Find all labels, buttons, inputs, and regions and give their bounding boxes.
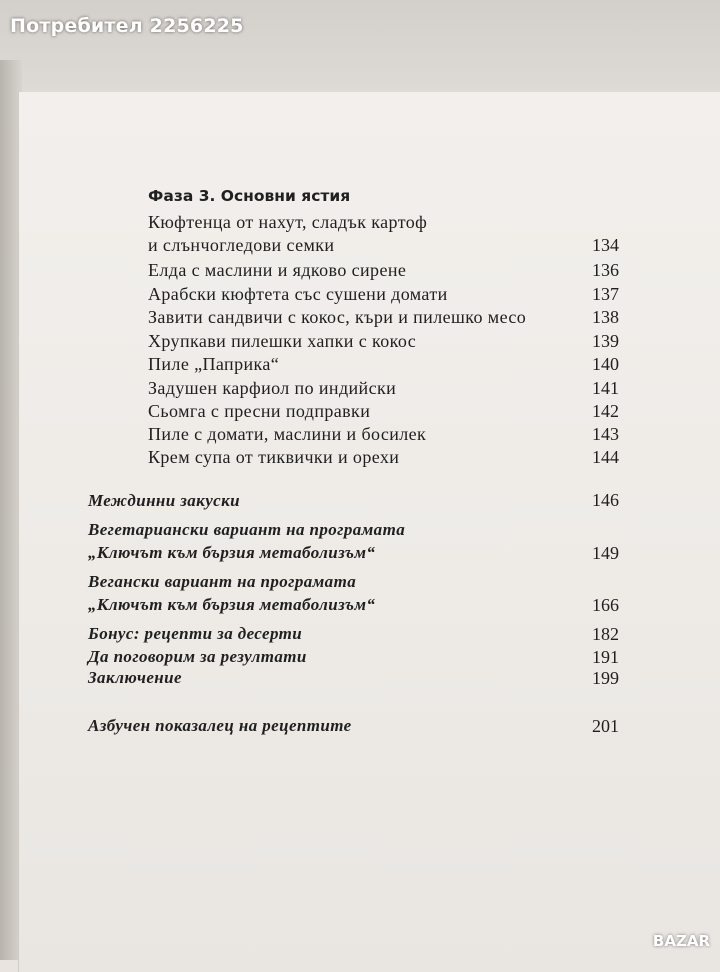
page-number: 182 [592, 624, 619, 644]
page-number: 146 [592, 490, 619, 510]
section-title: „Ключът към бързия метаболизъм“ [88, 595, 376, 614]
section-title: Бонус: рецепти за десерти [88, 624, 303, 643]
page-number: 141 [592, 378, 619, 398]
page-number: 138 [592, 307, 619, 327]
page-number: 136 [592, 260, 619, 280]
recipe-title: Елда с маслини и ядково сирене [148, 260, 407, 280]
recipe-title: Крем супа от тиквички и орехи [148, 447, 400, 467]
recipe-title: Задушен карфиол по индийски [148, 378, 397, 398]
recipe-title: Завити сандвичи с кокос, къри и пилешко месо [148, 307, 527, 327]
page-number: 137 [592, 284, 619, 304]
recipe-title: Пиле „Паприка“ [148, 354, 280, 374]
recipe-title: Кюфтенца от нахут, сладък картоф [148, 212, 428, 232]
page-number: 140 [592, 354, 619, 374]
section-title: Азбучен показалец на рецептите [88, 716, 352, 735]
section-title: „Ключът към бързия метаболизъм“ [88, 543, 376, 562]
page-number: 191 [592, 647, 619, 667]
logo-text: BAZAR [652, 932, 710, 950]
page-number: 134 [592, 235, 619, 255]
section-title: Заключение [88, 668, 182, 687]
recipe-title: Арабски кюфтета със сушени домати [148, 284, 448, 304]
bazar-logo [653, 932, 710, 950]
section-title: Междинни закуски [88, 491, 240, 510]
section-title: Вегетариански вариант на програмата [88, 520, 406, 539]
recipe-title: Пиле с домати, маслини и босилек [148, 424, 427, 444]
page-number: 149 [592, 543, 619, 563]
phase-heading: Фаза 3. Основни ястия [148, 187, 351, 205]
user-watermark: Потребител 2256225 [10, 15, 244, 37]
section-title: Да поговорим за резултати [88, 647, 307, 666]
page-number: 166 [592, 595, 619, 615]
page-number: 142 [592, 401, 619, 421]
page-number: 199 [592, 668, 619, 688]
page-number: 144 [592, 447, 619, 467]
recipe-title: и слънчогледови семки [148, 235, 335, 255]
recipe-title: Сьомга с пресни подправки [148, 401, 371, 421]
page-number: 201 [592, 716, 619, 736]
page-number: 143 [592, 424, 619, 444]
section-title: Вегански вариант на програмата [88, 572, 357, 591]
page-number: 139 [592, 331, 619, 351]
recipe-title: Хрупкави пилешки хапки с кокос [148, 331, 417, 351]
